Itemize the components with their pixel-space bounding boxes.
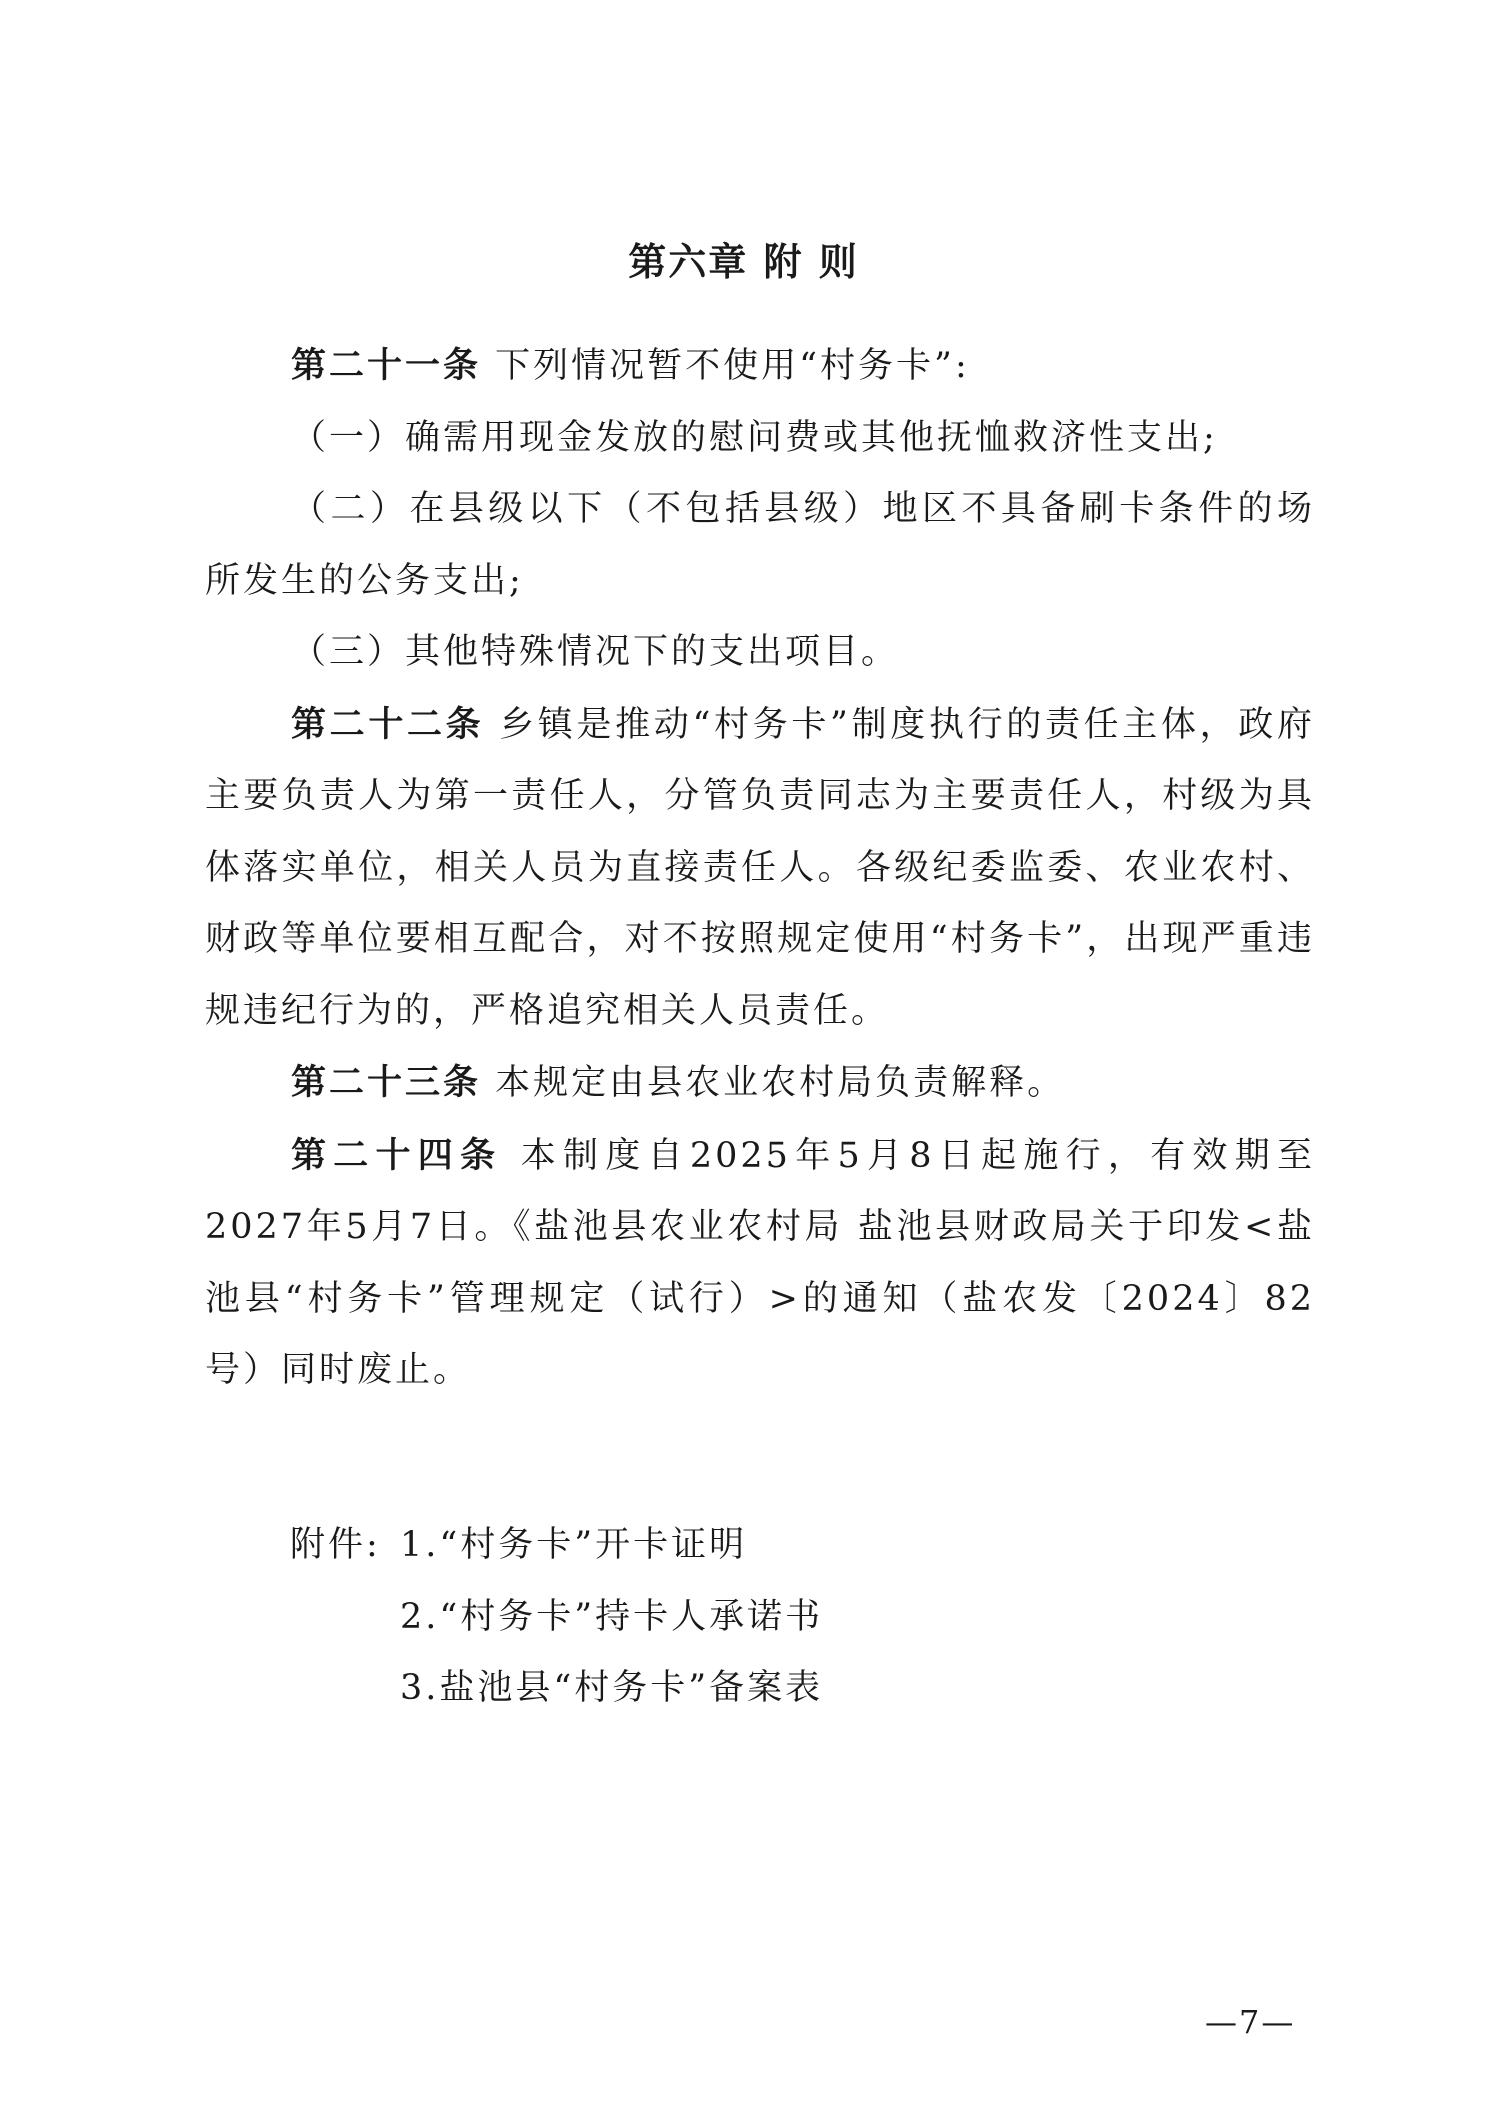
article-21-item-1 — [205, 403, 1315, 475]
attachments-list — [290, 1510, 823, 1725]
article-23 — [205, 1047, 1315, 1120]
article-text: （一）确需用现金发放的慰问费或其他抚恤救济性支出; — [291, 417, 1218, 458]
article-number: 第二十一条 — [291, 345, 482, 386]
article-number: 第二十二条 — [291, 703, 485, 745]
attachment-row — [290, 1510, 823, 1582]
article-body — [205, 330, 1315, 1407]
attachment-item: 3.盐池县“村务卡”备案表 — [400, 1668, 824, 1708]
attachment-row — [290, 1582, 823, 1654]
article-21-item-3 — [205, 617, 1315, 689]
article-22 — [205, 689, 1315, 1048]
article-text: 本规定由县农业农村局负责解释。 — [495, 1063, 1066, 1103]
attachments-label: 附件: — [290, 1525, 381, 1565]
attachment-row — [290, 1653, 823, 1725]
page-number: —7— — [1205, 2003, 1296, 2041]
article-24 — [205, 1120, 1315, 1407]
chapter-title: 第六章 附 则 — [628, 239, 859, 284]
attachment-item: 2.“村务卡”持卡人承诺书 — [400, 1596, 824, 1637]
article-text: 本制度自2025年5月8日起施行，有效期至2027年5月7日。《盐池县农业农村局 盐池县财政局关于印发<盐池县“村务卡”管理规定（试行）>的通知（盐农发〔2024〕82号）同时废止。 — [205, 1135, 1315, 1390]
article-text: 乡镇是推动“村务卡”制度执行的责任主体，政府主要负责人为第一责任人，分管负责同志为主要责任人，村级为具体落实单位，相关人员为直接责任人。各级纪委监委、农业农村、财政等单位要相互配合，对不按照规定使用“村务卡”，出现严重违规违纪行为的，严格追究相关人员责任。 — [205, 704, 1315, 1031]
article-text: 下列情况暂不使用“村务卡”: — [495, 346, 970, 386]
article-21 — [205, 330, 1315, 403]
article-number: 第二十三条 — [291, 1062, 482, 1103]
attachment-item: 1.“村务卡”开卡证明 — [400, 1525, 748, 1565]
article-text: （二）在县级以下（不包括县级）地区不具备刷卡条件的场所发生的公务支出; — [205, 489, 1315, 601]
article-text: （三）其他特殊情况下的支出项目。 — [291, 632, 900, 672]
article-21-item-2 — [205, 474, 1315, 617]
article-number: 第二十四条 — [291, 1134, 503, 1176]
